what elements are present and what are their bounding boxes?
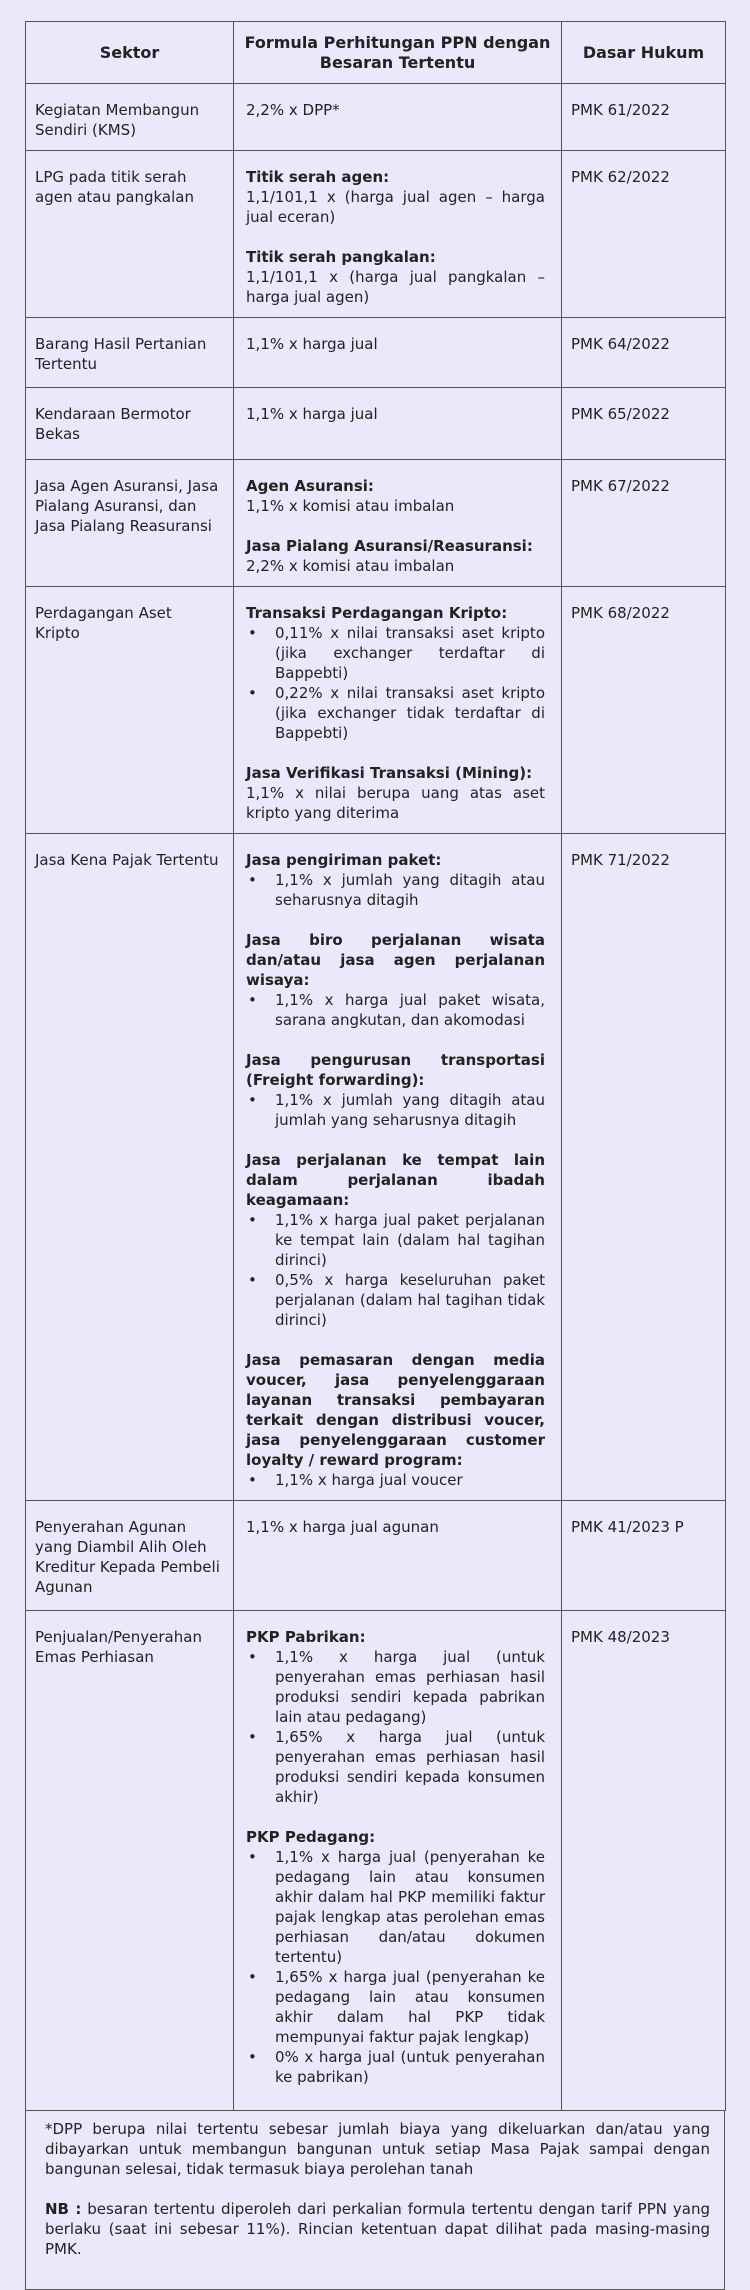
formula-heading: Jasa Pialang Asuransi/Reasuransi: — [246, 537, 533, 555]
formula-block — [246, 536, 545, 576]
table-row — [26, 151, 726, 318]
formula-line: 1,1% x harga jual — [246, 405, 378, 423]
bullet-list — [246, 1090, 545, 1130]
formula-block — [246, 1627, 545, 1807]
bullet-text: 0,22% x nilai transaksi aset kripto (jika exchanger tidak terdaftar di Bappebti) — [275, 684, 545, 742]
bullet-icon: • — [248, 1728, 257, 1746]
sector-cell: Jasa Kena Pajak Tertentu — [26, 834, 234, 1501]
bullet-item — [246, 1210, 545, 1270]
bullet-text: 1,1% x jumlah yang ditagih atau jumlah yang seharusnya ditagih — [275, 1091, 545, 1129]
formula-block — [246, 247, 545, 307]
legal-basis-cell: PMK 48/2023 — [562, 1611, 726, 2111]
table-body — [26, 84, 726, 2111]
sector-cell: Kendaraan Bermotor Bekas — [26, 388, 234, 460]
formula-heading: PKP Pabrikan: — [246, 1628, 366, 1646]
legal-basis-cell: PMK 64/2022 — [562, 318, 726, 388]
bullet-icon: • — [248, 1848, 257, 1866]
formula-cell — [234, 460, 562, 587]
bullet-icon: • — [248, 1091, 257, 1109]
formula-block — [246, 404, 545, 424]
table-row — [26, 84, 726, 151]
legal-basis-cell: PMK 41/2023 P — [562, 1501, 726, 1611]
bullet-item — [246, 1967, 545, 2047]
formula-cell — [234, 318, 562, 388]
table-row — [26, 460, 726, 587]
nb-text: besaran tertentu diperoleh dari perkalian formula tertentu dengan tarif PPN yang berlaku (saat ini sebesar 11%). Rincian ketentuan dapat dilihat pada masing-masing PMK. — [45, 2200, 710, 2258]
bullet-item — [246, 870, 545, 910]
bullet-item — [246, 1727, 545, 1807]
formula-heading: Jasa pengiriman paket: — [246, 851, 442, 869]
legal-basis-cell: PMK 65/2022 — [562, 388, 726, 460]
formula-cell — [234, 834, 562, 1501]
bullet-item — [246, 623, 545, 683]
formula-cell — [234, 587, 562, 834]
bullet-text: 0,11% x nilai transaksi aset kripto (jika exchanger terdaftar di Bappebti) — [275, 624, 545, 682]
formula-heading: Transaksi Perdagangan Kripto: — [246, 604, 508, 622]
bullet-item — [246, 1847, 545, 1967]
formula-block — [246, 1517, 545, 1537]
bullet-list — [246, 1470, 545, 1490]
table-header-row — [26, 22, 726, 84]
formula-cell — [234, 1611, 562, 2111]
bullet-item — [246, 1270, 545, 1330]
bullet-list — [246, 1647, 545, 1807]
legal-basis-cell: PMK 71/2022 — [562, 834, 726, 1501]
footnote — [25, 2111, 725, 2290]
formula-block — [246, 763, 545, 823]
header-sektor: Sektor — [26, 22, 234, 84]
sector-cell: Penyerahan Agunan yang Diambil Alih Oleh Kreditur Kepada Pembeli Agunan — [26, 1501, 234, 1611]
bullet-list — [246, 1847, 545, 2087]
formula-block — [246, 167, 545, 227]
sector-cell: Kegiatan Membangun Sendiri (KMS) — [26, 84, 234, 151]
legal-basis-cell: PMK 67/2022 — [562, 460, 726, 587]
header-dasar-hukum: Dasar Hukum — [562, 22, 726, 84]
formula-heading: Agen Asuransi: — [246, 477, 374, 495]
legal-basis-cell: PMK 68/2022 — [562, 587, 726, 834]
formula-line: 1,1/101,1 x (harga jual agen – harga jual eceran) — [246, 188, 545, 226]
sector-cell: LPG pada titik serah agen atau pangkalan — [26, 151, 234, 318]
formula-block — [246, 1050, 545, 1130]
bullet-icon: • — [248, 871, 257, 889]
bullet-text: 1,1% x harga jual paket perjalanan ke tempat lain (dalam hal tagihan dirinci) — [275, 1211, 545, 1269]
sector-cell: Jasa Agen Asuransi, Jasa Pialang Asuransi, dan Jasa Pialang Reasuransi — [26, 460, 234, 587]
sector-cell: Barang Hasil Pertanian Tertentu — [26, 318, 234, 388]
bullet-text: 1,1% x harga jual (penyerahan ke pedagang lain atau konsumen akhir dalam hal PKP memiliki faktur pajak lengkap atas perolehan emas perhiasan dan/atau dokumen tertentu) — [275, 1848, 545, 1966]
bullet-icon: • — [248, 1471, 257, 1489]
formula-line: 2,2% x komisi atau imbalan — [246, 557, 455, 575]
bullet-item — [246, 990, 545, 1030]
bullet-icon: • — [248, 991, 257, 1009]
bullet-icon: • — [248, 2048, 257, 2066]
formula-block — [246, 1150, 545, 1330]
sector-cell: Perdagangan Aset Kripto — [26, 587, 234, 834]
bullet-list — [246, 990, 545, 1030]
footnote-nb — [45, 2199, 710, 2259]
bullet-list — [246, 623, 545, 743]
table-row — [26, 587, 726, 834]
formula-cell — [234, 1501, 562, 1611]
formula-line: 1,1% x harga jual — [246, 335, 378, 353]
formula-block — [246, 100, 545, 120]
bullet-text: 1,65% x harga jual (untuk penyerahan emas perhiasan hasil produksi sendiri kepada konsumen akhir) — [275, 1728, 545, 1806]
formula-line: 1,1% x nilai berupa uang atas aset kripto yang diterima — [246, 784, 545, 822]
bullet-text: 1,1% x harga jual voucer — [275, 1471, 463, 1489]
header-formula: Formula Perhitungan PPN dengan Besaran Tertentu — [234, 22, 562, 84]
bullet-text: 1,1% x harga jual (untuk penyerahan emas perhiasan hasil produksi sendiri kepada pabrikan lain atau pedagang) — [275, 1648, 545, 1726]
table-row — [26, 834, 726, 1501]
bullet-icon: • — [248, 684, 257, 702]
formula-line: 1,1/101,1 x (harga jual pangkalan – harga jual agen) — [246, 268, 545, 306]
bullet-icon: • — [248, 1271, 257, 1289]
formula-block — [246, 930, 545, 1030]
bullet-icon: • — [248, 1211, 257, 1229]
formula-heading: Jasa pengurusan transportasi (Freight forwarding): — [246, 1051, 545, 1089]
formula-cell — [234, 84, 562, 151]
formula-block — [246, 1827, 545, 2087]
legal-basis-cell: PMK 61/2022 — [562, 84, 726, 151]
sector-cell: Penjualan/Penyerahan Emas Perhiasan — [26, 1611, 234, 2111]
table-row — [26, 1501, 726, 1611]
bullet-text: 1,1% x jumlah yang ditagih atau seharusnya ditagih — [275, 871, 545, 909]
legal-basis-cell: PMK 62/2022 — [562, 151, 726, 318]
bullet-list — [246, 870, 545, 910]
nb-label: NB : — [45, 2200, 82, 2218]
ppn-rate-table — [25, 21, 726, 2111]
table-row — [26, 318, 726, 388]
formula-line: 1,1% x harga jual agunan — [246, 1518, 439, 1536]
formula-heading: Titik serah pangkalan: — [246, 248, 436, 266]
bullet-icon: • — [248, 1648, 257, 1666]
bullet-icon: • — [248, 1968, 257, 1986]
table-row — [26, 1611, 726, 2111]
formula-block — [246, 850, 545, 910]
bullet-item — [246, 1470, 545, 1490]
bullet-item — [246, 683, 545, 743]
bullet-list — [246, 1210, 545, 1330]
table-row — [26, 388, 726, 460]
formula-heading: Jasa pemasaran dengan media voucer, jasa penyelenggaraan layanan transaksi pembayaran terkait dengan distribusi voucer, jasa penyelenggaraan customer loyalty / reward program: — [246, 1351, 545, 1469]
formula-heading: PKP Pedagang: — [246, 1828, 376, 1846]
bullet-item — [246, 1090, 545, 1130]
formula-heading: Jasa biro perjalanan wisata dan/atau jasa agen perjalanan wisaya: — [246, 931, 545, 989]
formula-heading: Jasa Verifikasi Transaksi (Mining): — [246, 764, 533, 782]
bullet-icon: • — [248, 624, 257, 642]
ppn-table-container — [25, 21, 725, 2290]
formula-line: 1,1% x komisi atau imbalan — [246, 497, 455, 515]
formula-block — [246, 334, 545, 354]
bullet-item — [246, 1647, 545, 1727]
bullet-text: 0,5% x harga keseluruhan paket perjalanan (dalam hal tagihan tidak dirinci) — [275, 1271, 545, 1329]
formula-block — [246, 603, 545, 743]
bullet-item — [246, 2047, 545, 2087]
formula-block — [246, 476, 545, 516]
bullet-text: 1,65% x harga jual (penyerahan ke pedagang lain atau konsumen akhir dalam hal PKP tidak mempunyai faktur pajak lengkap) — [275, 1968, 545, 2046]
formula-cell — [234, 151, 562, 318]
bullet-text: 1,1% x harga jual paket wisata, sarana angkutan, dan akomodasi — [275, 991, 545, 1029]
formula-block — [246, 1350, 545, 1490]
formula-line: 2,2% x DPP* — [246, 101, 340, 119]
formula-cell — [234, 388, 562, 460]
formula-heading: Titik serah agen: — [246, 168, 390, 186]
bullet-text: 0% x harga jual (untuk penyerahan ke pabrikan) — [275, 2048, 545, 2086]
footnote-dpp: *DPP berupa nilai tertentu sebesar jumlah biaya yang dikeluarkan dan/atau yang dibayarkan untuk membangun bangunan untuk setiap Masa Pajak sampai dengan bangunan selesai, tidak termasuk biaya perolehan tanah — [45, 2120, 710, 2178]
formula-heading: Jasa perjalanan ke tempat lain dalam perjalanan ibadah keagamaan: — [246, 1151, 545, 1209]
